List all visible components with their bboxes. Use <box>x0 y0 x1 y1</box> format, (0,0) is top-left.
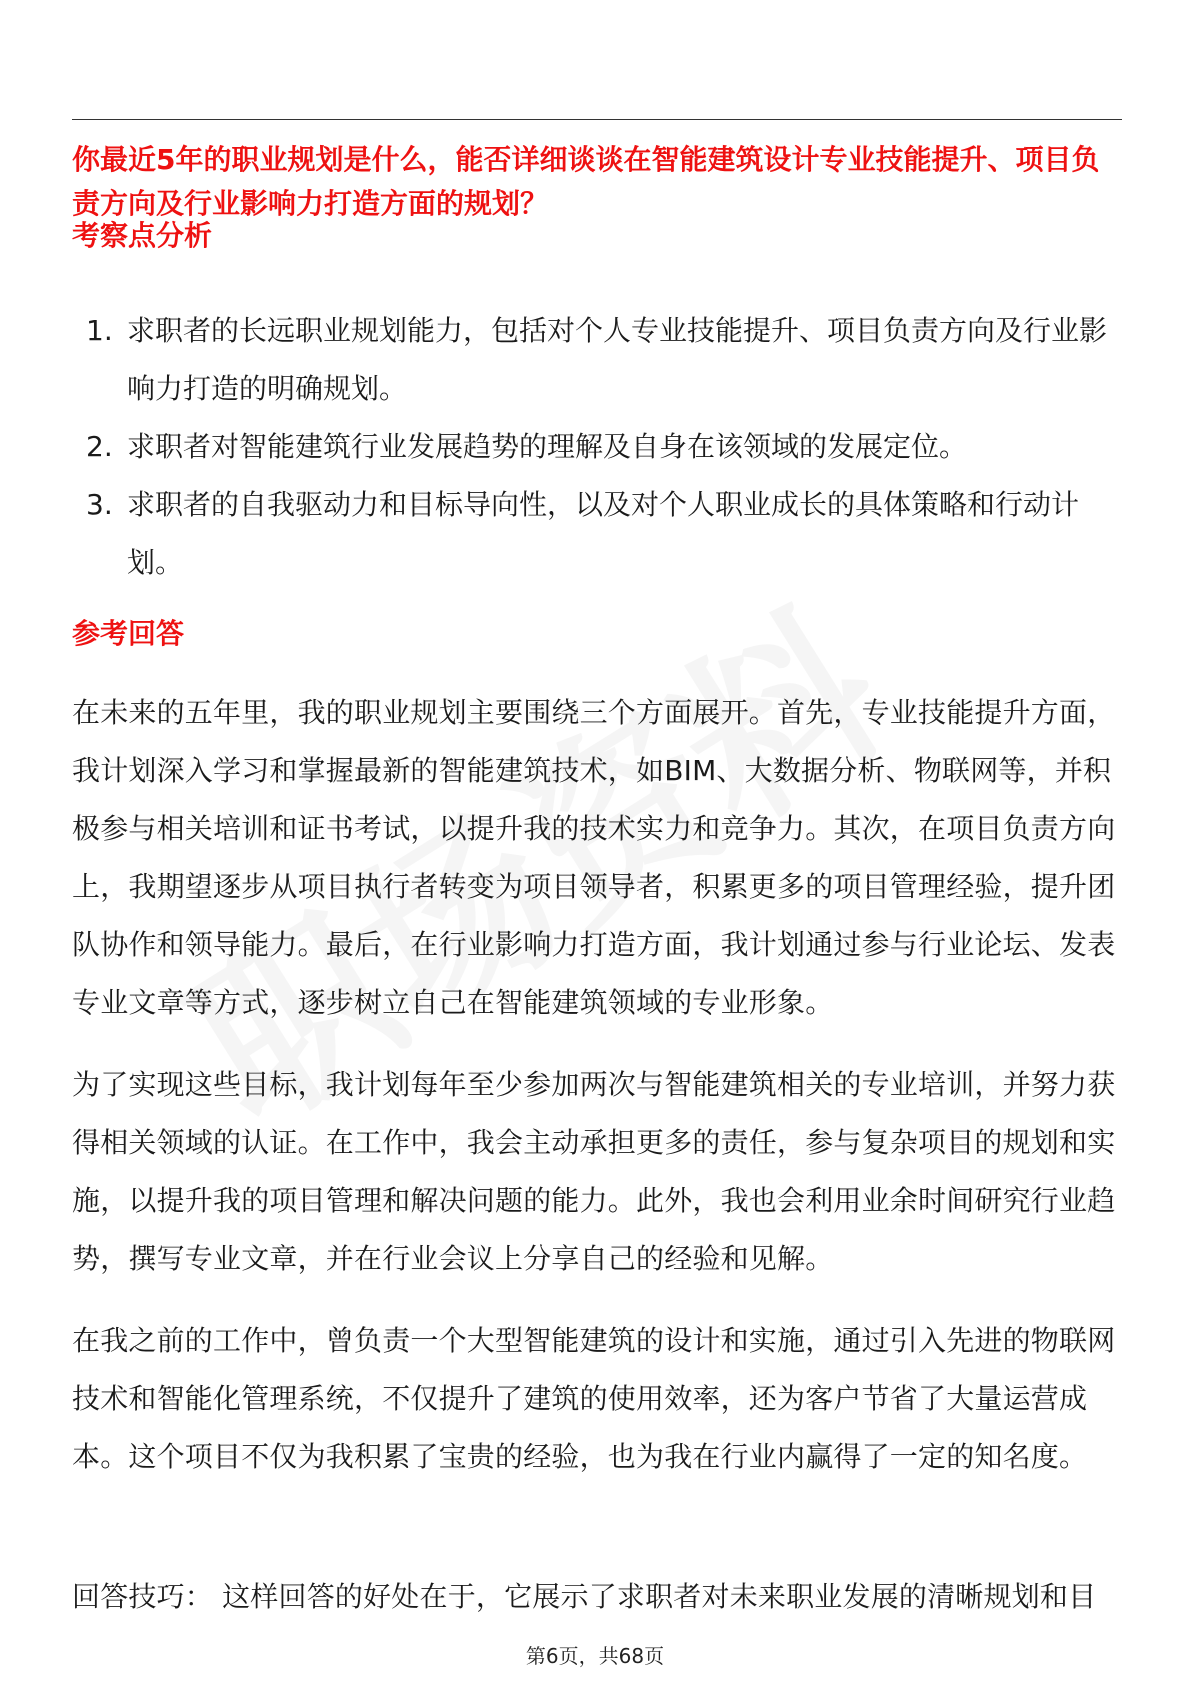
point-number: 2. <box>86 430 113 463</box>
answer-paragraph-1: 在未来的五年里，我的职业规划主要围绕三个方面展开。首先，专业技能提升方面，我计划深入学习和掌握最新的智能建筑技术，如BIM、大数据分析、物联网等，并积极参与相关培训和证书考试，以提升我的技术实力和竞争力。其次，在项目负责方向上，我期望逐步从项目执行者转变为项目领导者，积累更多的项目管理经验，提升团队协作和领导能力。最后，在行业影响力打造方面，我计划通过参与行业论坛、发表专业文章等方式，逐步树立自己在智能建筑领域的专业形象。 <box>72 696 1116 1019</box>
analysis-heading: 考察点分析 <box>72 219 213 252</box>
analysis-point <box>72 418 1122 476</box>
answer-heading: 参考回答 <box>72 617 185 650</box>
point-text: 求职者的长远职业规划能力，包括对个人专业技能提升、项目负责方向及行业影响力打造的明确规划。 <box>127 314 1108 405</box>
analysis-point <box>72 302 1122 418</box>
point-number: 3. <box>86 488 113 521</box>
analysis-point <box>72 476 1122 592</box>
top-divider <box>72 119 1122 120</box>
point-number: 1. <box>86 314 113 347</box>
answer-tips: 回答技巧： 这样回答的好处在于，它展示了求职者对未来职业发展的清晰规划和目 <box>72 1580 1097 1613</box>
answer-paragraph-2: 为了实现这些目标，我计划每年至少参加两次与智能建筑相关的专业培训，并努力获得相关领域的认证。在工作中，我会主动承担更多的责任，参与复杂项目的规划和实施，以提升我的项目管理和解决问题的能力。此外，我也会利用业余时间研究行业趋势，撰写专业文章，并在行业会议上分享自己的经验和见解。 <box>72 1068 1116 1275</box>
point-text: 求职者的自我驱动力和目标导向性，以及对个人职业成长的具体策略和行动计划。 <box>127 488 1080 579</box>
page-footer: 第6页，共68页 <box>525 1644 665 1668</box>
point-text: 求职者对智能建筑行业发展趋势的理解及自身在该领域的发展定位。 <box>127 430 968 463</box>
interview-question: 你最近5年的职业规划是什么，能否详细谈谈在智能建筑设计专业技能提升、项目负责方向及行业影响力打造方面的规划？ <box>72 143 1100 220</box>
analysis-points <box>72 302 1122 592</box>
answer-paragraph-3: 在我之前的工作中，曾负责一个大型智能建筑的设计和实施，通过引入先进的物联网技术和智能化管理系统，不仅提升了建筑的使用效率，还为客户节省了大量运营成本。这个项目不仅为我积累了宝贵的经验，也为我在行业内赢得了一定的知名度。 <box>72 1324 1116 1473</box>
